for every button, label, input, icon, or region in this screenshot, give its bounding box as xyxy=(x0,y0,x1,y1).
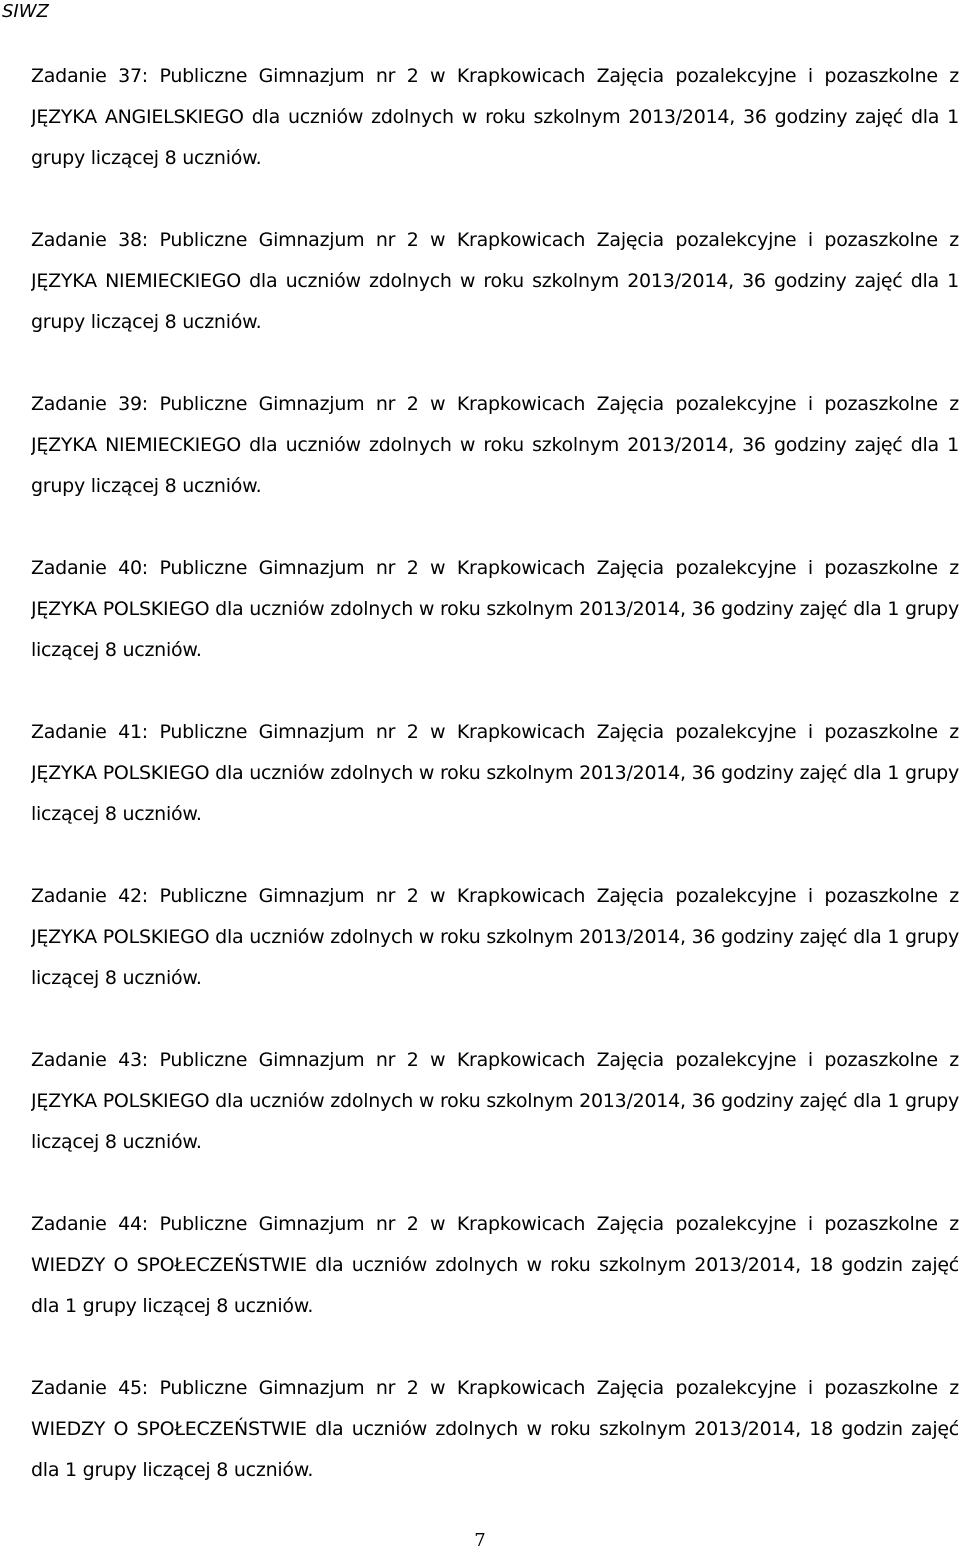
task-paragraph-43: Zadanie 43: Publiczne Gimnazjum nr 2 w Krapkowicach Zajęcia pozalekcyjne i pozaszkolne z JĘZYKA POLSKIEGO dla uczniów zdolnych w roku szkolnym 2013/2014, 36 godziny zajęć dla 1 grupy liczącej 8 uczniów. xyxy=(31,1049,959,1153)
document-header-label: SIWZ xyxy=(2,1,49,22)
task-list xyxy=(31,56,959,1532)
task-paragraph-39: Zadanie 39: Publiczne Gimnazjum nr 2 w Krapkowicach Zajęcia pozalekcyjne i pozaszkolne z JĘZYKA NIEMIECKIEGO dla uczniów zdolnych w roku szkolnym 2013/2014, 36 godziny zajęć dla 1 grupy liczącej 8 uczniów. xyxy=(31,393,959,497)
task-paragraph-37: Zadanie 37: Publiczne Gimnazjum nr 2 w Krapkowicach Zajęcia pozalekcyjne i pozaszkolne z JĘZYKA ANGIELSKIEGO dla uczniów zdolnych w roku szkolnym 2013/2014, 36 godziny zajęć dla 1 grupy liczącej 8 uczniów. xyxy=(31,65,959,169)
task-paragraph-45: Zadanie 45: Publiczne Gimnazjum nr 2 w Krapkowicach Zajęcia pozalekcyjne i pozaszkolne z WIEDZY O SPOŁECZEŃSTWIE dla uczniów zdolnych w roku szkolnym 2013/2014, 18 godzin zajęć dla 1 grupy liczącej 8 uczniów. xyxy=(31,1377,959,1481)
task-paragraph-40: Zadanie 40: Publiczne Gimnazjum nr 2 w Krapkowicach Zajęcia pozalekcyjne i pozaszkolne z JĘZYKA POLSKIEGO dla uczniów zdolnych w roku szkolnym 2013/2014, 36 godziny zajęć dla 1 grupy liczącej 8 uczniów. xyxy=(31,557,959,661)
task-paragraph-41: Zadanie 41: Publiczne Gimnazjum nr 2 w Krapkowicach Zajęcia pozalekcyjne i pozaszkolne z JĘZYKA POLSKIEGO dla uczniów zdolnych w roku szkolnym 2013/2014, 36 godziny zajęć dla 1 grupy liczącej 8 uczniów. xyxy=(31,721,959,825)
task-paragraph-42: Zadanie 42: Publiczne Gimnazjum nr 2 w Krapkowicach Zajęcia pozalekcyjne i pozaszkolne z JĘZYKA POLSKIEGO dla uczniów zdolnych w roku szkolnym 2013/2014, 36 godziny zajęć dla 1 grupy liczącej 8 uczniów. xyxy=(31,885,959,989)
page-number: 7 xyxy=(474,1530,486,1551)
task-paragraph-44: Zadanie 44: Publiczne Gimnazjum nr 2 w Krapkowicach Zajęcia pozalekcyjne i pozaszkolne z WIEDZY O SPOŁECZEŃSTWIE dla uczniów zdolnych w roku szkolnym 2013/2014, 18 godzin zajęć dla 1 grupy liczącej 8 uczniów. xyxy=(31,1213,959,1317)
task-paragraph-38: Zadanie 38: Publiczne Gimnazjum nr 2 w Krapkowicach Zajęcia pozalekcyjne i pozaszkolne z JĘZYKA NIEMIECKIEGO dla uczniów zdolnych w roku szkolnym 2013/2014, 36 godziny zajęć dla 1 grupy liczącej 8 uczniów. xyxy=(31,229,959,333)
